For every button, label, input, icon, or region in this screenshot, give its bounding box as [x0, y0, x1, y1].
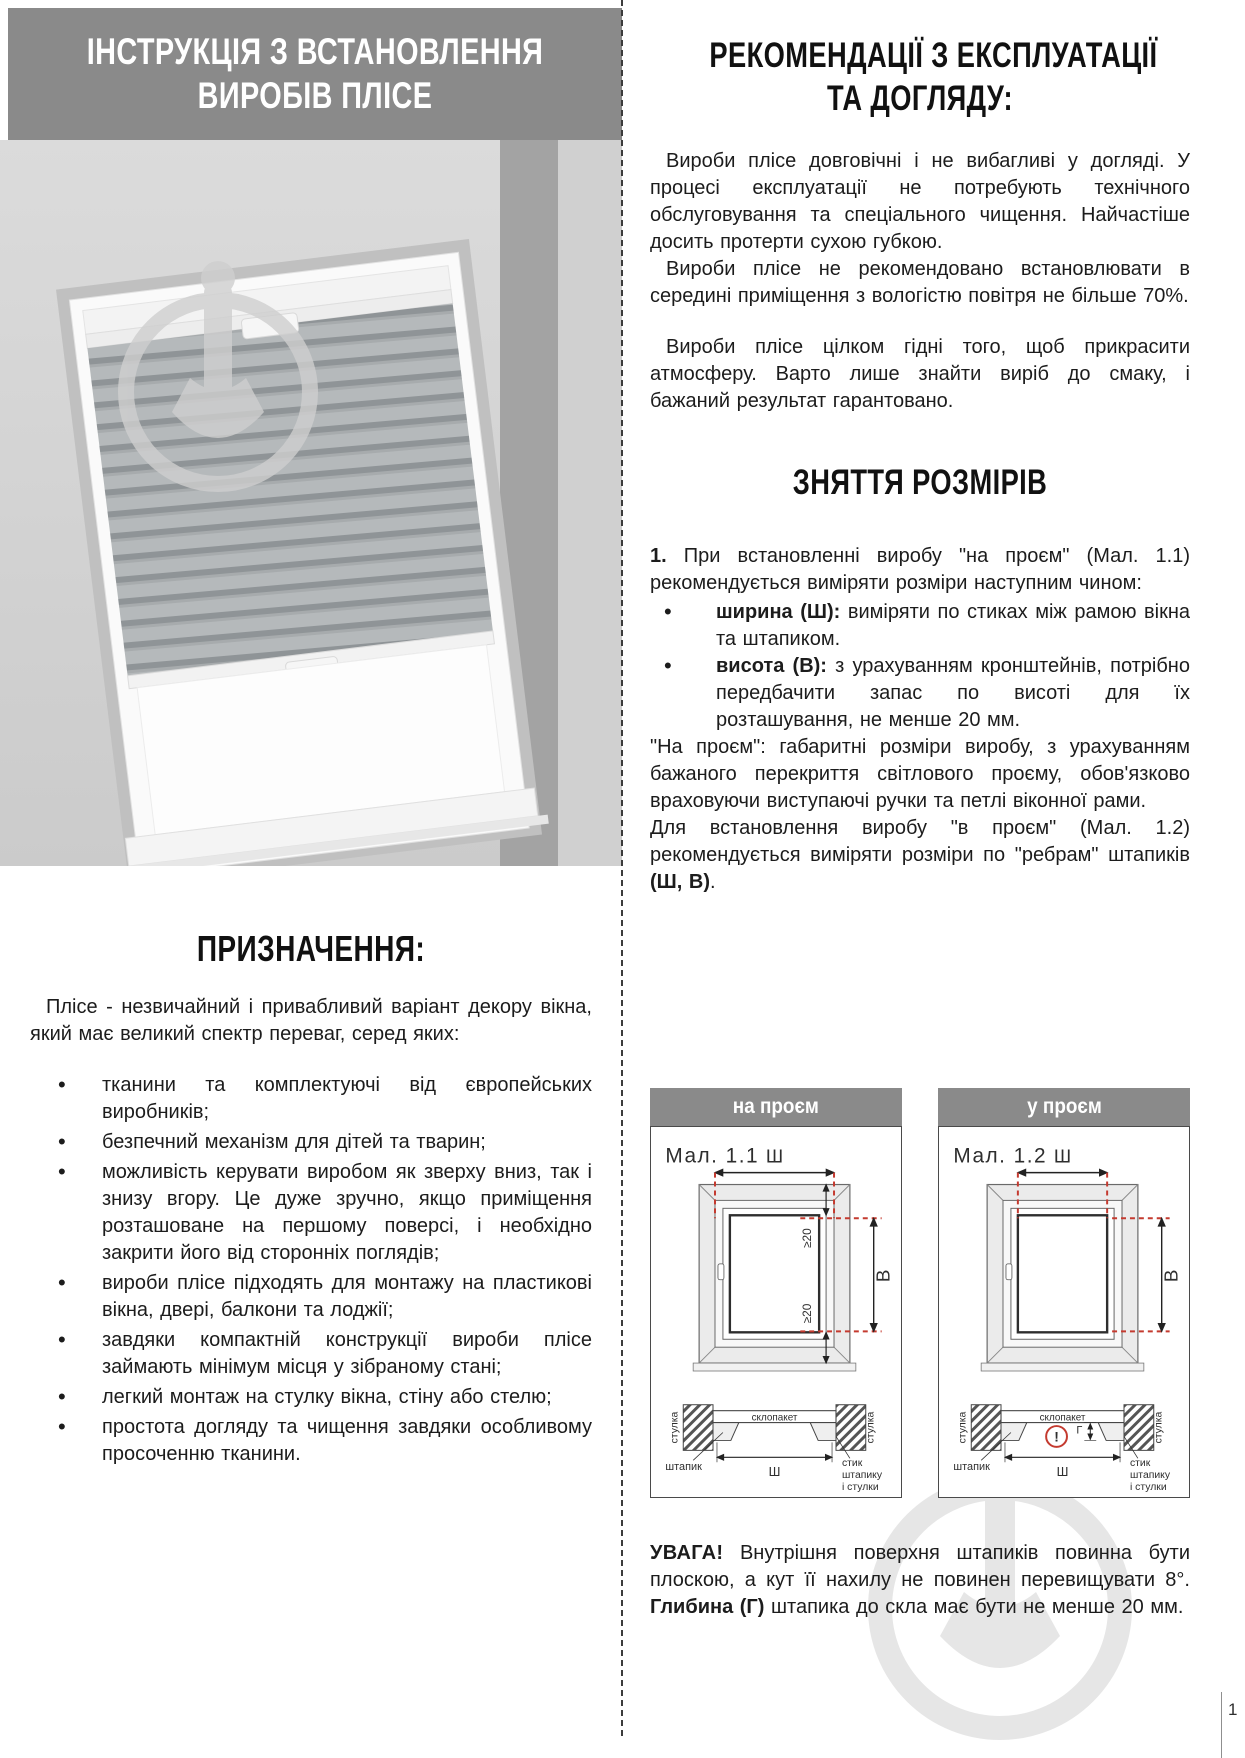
warning-exclamation: ! [1054, 1428, 1059, 1445]
panel-u-proem [938, 1088, 1190, 1498]
bead-label: штапик [665, 1461, 702, 1474]
purpose-heading: ПРИЗНАЧЕННЯ: [196, 928, 426, 969]
pleated-blind [87, 303, 492, 675]
pleated-blind-photo [0, 140, 622, 866]
page-number: 1 [1228, 1700, 1238, 1719]
list-item: • вироби плісе підходять для монтажу на пластикові вікна, двері, балкони та лоджії; [30, 1270, 592, 1324]
window-handle [1006, 1264, 1012, 1280]
section-width-label: Ш [768, 1464, 781, 1480]
list-item: • можливість керувати виробом як зверху вниз, так і знизу вгору. Це дуже зручно, якщо приміщення розташоване на першому поверсі, і необхідно закрити його від сторонніх поглядів; [30, 1159, 592, 1267]
v-proem-paragraph: Для встановлення виробу "в проєм" (Мал. 1.2) рекомендується виміряти розміри по "ребрам" штапиків (Ш, В). [650, 817, 1190, 893]
sash-label-left: стулка [669, 1411, 681, 1444]
panel-body [650, 1126, 902, 1498]
panel-header: у проєм [938, 1088, 1190, 1126]
panel-na-proem [650, 1088, 902, 1498]
page-title-line1: ІНСТРУКЦІЯ З ВСТАНОВЛЕННЯ [86, 31, 544, 72]
list-item-width: • ширина (Ш): виміряти по стиках між рамою вікна та штапиком. [650, 599, 1190, 653]
glass-pack-label: склопакет [751, 1412, 798, 1424]
purpose-list [30, 1072, 592, 1468]
measurement-diagrams [650, 1088, 1190, 1498]
bead-label: штапик [953, 1461, 990, 1474]
joint-label-line3: і стулки [1129, 1482, 1167, 1494]
attention-label: УВАГА! [650, 1542, 724, 1564]
allowance-bottom-label: ≥20 [800, 1303, 815, 1324]
list-item: • завдяки компактній конструкції вироби плісе займають мінімум місця у зібраному стані; [30, 1327, 592, 1381]
figure-caption: Мал. 1.1 [665, 1144, 760, 1168]
list-item: • простота догляду та чищення завдяки особливому просоченню тканини. [30, 1414, 592, 1468]
list-item-height: • висота (В): з урахуванням кронштейнів, потрібно передбачити запас по висоті для їх розташування, не менше 20 мм. [650, 653, 1190, 734]
window-render [0, 140, 622, 866]
panel-header: на проєм [650, 1088, 902, 1126]
list-item: • безпечний механізм для дітей та тварин; [30, 1129, 592, 1156]
depth-label: Г [1076, 1424, 1083, 1437]
sash-label-left: стулка [957, 1411, 969, 1444]
width-label: Ш [1053, 1145, 1072, 1167]
care-heading: РЕКОМЕНДАЦІЇ З ЕКСПЛУАТАЦІЇ ТА ДОГЛЯДУ: [709, 36, 1158, 118]
joint-label-line1: стик [841, 1458, 863, 1470]
page-title-line2: ВИРОБІВ ПЛІСЕ [197, 75, 433, 116]
window [48, 238, 550, 866]
width-label: Ш [765, 1145, 784, 1167]
page-title [8, 8, 622, 140]
care-paragraph-3: Вироби плісе цілком гідні того, щоб прикрасити атмосферу. Варто лише знайти виріб до смаку, і бажаний результат гарантовано. [650, 336, 1190, 412]
diagram-fig-1-2 [939, 1127, 1188, 1494]
care-section [650, 34, 1190, 896]
step-1-paragraph: 1. При встановленні виробу "на проєм" (Мал. 1.1) рекомендується виміряти розміри наступним чином: [650, 545, 1190, 594]
na-proem-paragraph: "На проєм": габаритні розміри виробу, з урахуванням бажаного перекриття світлового проєму, обов'язково враховуючи виступаючі ручки та петлі віконної рами. [650, 736, 1190, 812]
measure-list [650, 599, 1190, 734]
measure-heading: ЗНЯТТЯ РОЗМІРІВ [792, 463, 1048, 502]
window-handle [718, 1264, 724, 1280]
care-paragraph-1: Вироби плісе довговічні і не вибагливі у догляді. У процесі експлуатації не потребують технічного обслуговування та спеціального чищення. Найчастіше досить протерти сухою губкою. [650, 150, 1190, 253]
height-label: В [872, 1269, 894, 1283]
sash-label-right: стулка [1153, 1411, 1165, 1444]
sash-label-right: стулка [865, 1411, 877, 1444]
list-item: • легкий монтаж на стулку вікна, стіну або стелю; [30, 1384, 592, 1411]
joint-label-line2: штапику [841, 1470, 883, 1482]
figure-caption: Мал. 1.2 [953, 1144, 1048, 1168]
care-paragraph-2: Вироби плісе не рекомендовано встановлювати в середині приміщення з вологістю повітря не більше 70%. [650, 258, 1190, 307]
allowance-top-label: ≥20 [800, 1228, 815, 1248]
purpose-section [0, 928, 622, 1471]
joint-label-line2: штапику [1129, 1470, 1171, 1482]
joint-label-line1: стик [1129, 1458, 1151, 1470]
list-item: • тканини та комплектуючі від європейських виробників; [30, 1072, 592, 1126]
joint-label-line3: і стулки [841, 1482, 879, 1494]
diagram-fig-1-1 [651, 1127, 900, 1494]
height-label: В [1160, 1269, 1182, 1283]
page-number-rule [1221, 1692, 1222, 1758]
panel-body [938, 1126, 1190, 1498]
glass-pack-label: склопакет [1039, 1412, 1086, 1424]
purpose-intro: Плісе - незвичайний і привабливий варіант декору вікна, який має великий спектр переваг, серед яких: [30, 996, 592, 1045]
column-divider [621, 0, 623, 1736]
section-width-label: Ш [1056, 1464, 1069, 1480]
attention-paragraph: УВАГА! Внутрішня поверхня штапиків повинна бути плоскою, а кут її нахилу не повинен перевищувати 8°. Глибина (Г) штапика до скла має бути не менше 20 мм. [650, 1542, 1190, 1618]
